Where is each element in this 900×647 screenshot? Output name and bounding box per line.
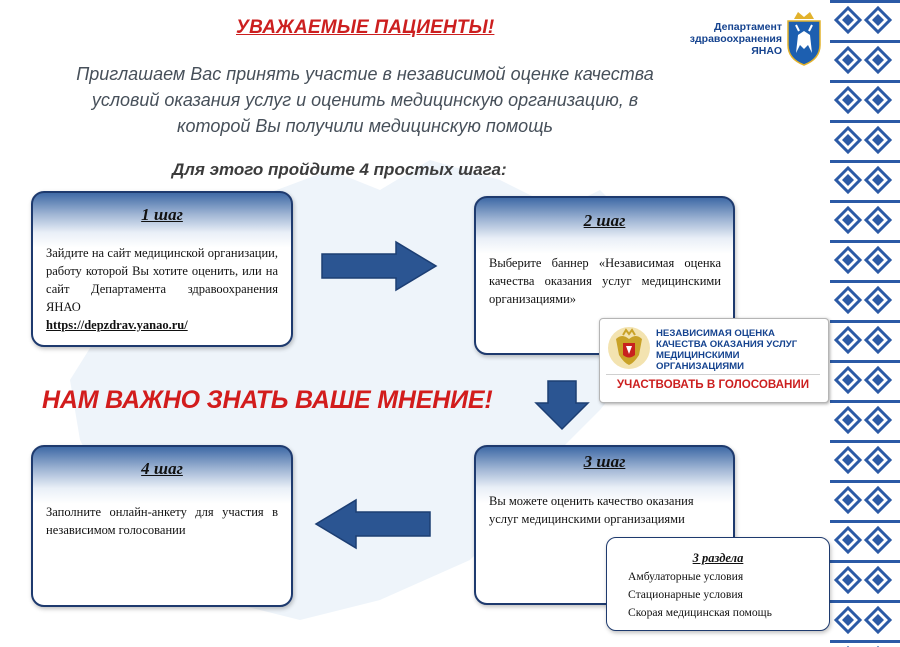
intro-text (20, 61, 710, 139)
department-line-2: здравоохранения (689, 33, 782, 45)
steps-heading: Для этого пройдите 4 простых шага: (172, 160, 507, 179)
step-2-text: Выберите баннер «Независимая оценка качества оказания услуг медицинскими организациями» (489, 256, 721, 306)
department-site-link[interactable]: https://depzdrav.yanao.ru/ (46, 318, 188, 332)
intro-line-3: которой Вы получили медицинскую помощь (177, 116, 553, 136)
intro-line-2: условий оказания услуг и оценить медицинскую организацию, в (91, 90, 639, 110)
step-1-card (31, 191, 293, 347)
department-name (684, 21, 782, 57)
step-4-title: 4 шаг (141, 459, 183, 478)
ornament-border (830, 0, 900, 647)
banner-line-2: КАЧЕСТВА ОКАЗАНИЯ УСЛУГ (656, 339, 798, 350)
banner-line-3: МЕДИЦИНСКИМИ ОРГАНИЗАЦИЯМИ (656, 350, 745, 372)
step-3-title: 3 шаг (583, 452, 626, 471)
opinion-slogan: НАМ ВАЖНО ЗНАТЬ ВАШЕ МНЕНИЕ! (42, 386, 493, 414)
step-1-description: Зайдите на сайт медицинской организации, работу которой Вы хотите оценить, или на сайт Департамента здравоохранения ЯНАО (46, 246, 278, 314)
arrow-left-icon (314, 498, 432, 550)
crest-icon (784, 9, 824, 67)
department-line-3: ЯНАО (751, 45, 782, 57)
banner-heading (656, 328, 826, 372)
step-4-card (31, 445, 293, 607)
step-1-title: 1 шаг (141, 205, 183, 224)
step-2-title: 2 шаг (583, 211, 626, 230)
arrow-right-icon (320, 240, 438, 292)
banner-divider (606, 374, 820, 375)
step-1-text (46, 244, 278, 334)
vote-button[interactable]: УЧАСТВОВАТЬ В ГОЛОСОВАНИИ (616, 378, 810, 391)
step-3-text: Вы можете оценить качество оказания услуг медицинскими организациями (489, 494, 694, 526)
section-item-emergency: Скорая медицинская помощь (628, 606, 772, 619)
section-item-inpatient: Стационарные условия (628, 588, 743, 601)
department-line-1: Департамент (714, 21, 782, 33)
russian-emblem-icon (606, 325, 652, 371)
page-title: УВАЖАЕМЫЕ ПАЦИЕНТЫ! (236, 17, 495, 38)
section-item-outpatient: Амбулаторные условия (628, 570, 744, 583)
sections-title: 3 раздела (692, 551, 744, 565)
independent-assessment-banner[interactable] (599, 318, 829, 403)
banner-line-1: НЕЗАВИСИМАЯ ОЦЕНКА (656, 328, 775, 339)
sections-card (606, 537, 830, 631)
arrow-down-icon (534, 379, 590, 431)
intro-line-1: Приглашаем Вас принять участие в независимой оценке качества (76, 64, 654, 84)
step-4-text: Заполните онлайн-анкету для участия в независимом голосовании (46, 505, 278, 537)
